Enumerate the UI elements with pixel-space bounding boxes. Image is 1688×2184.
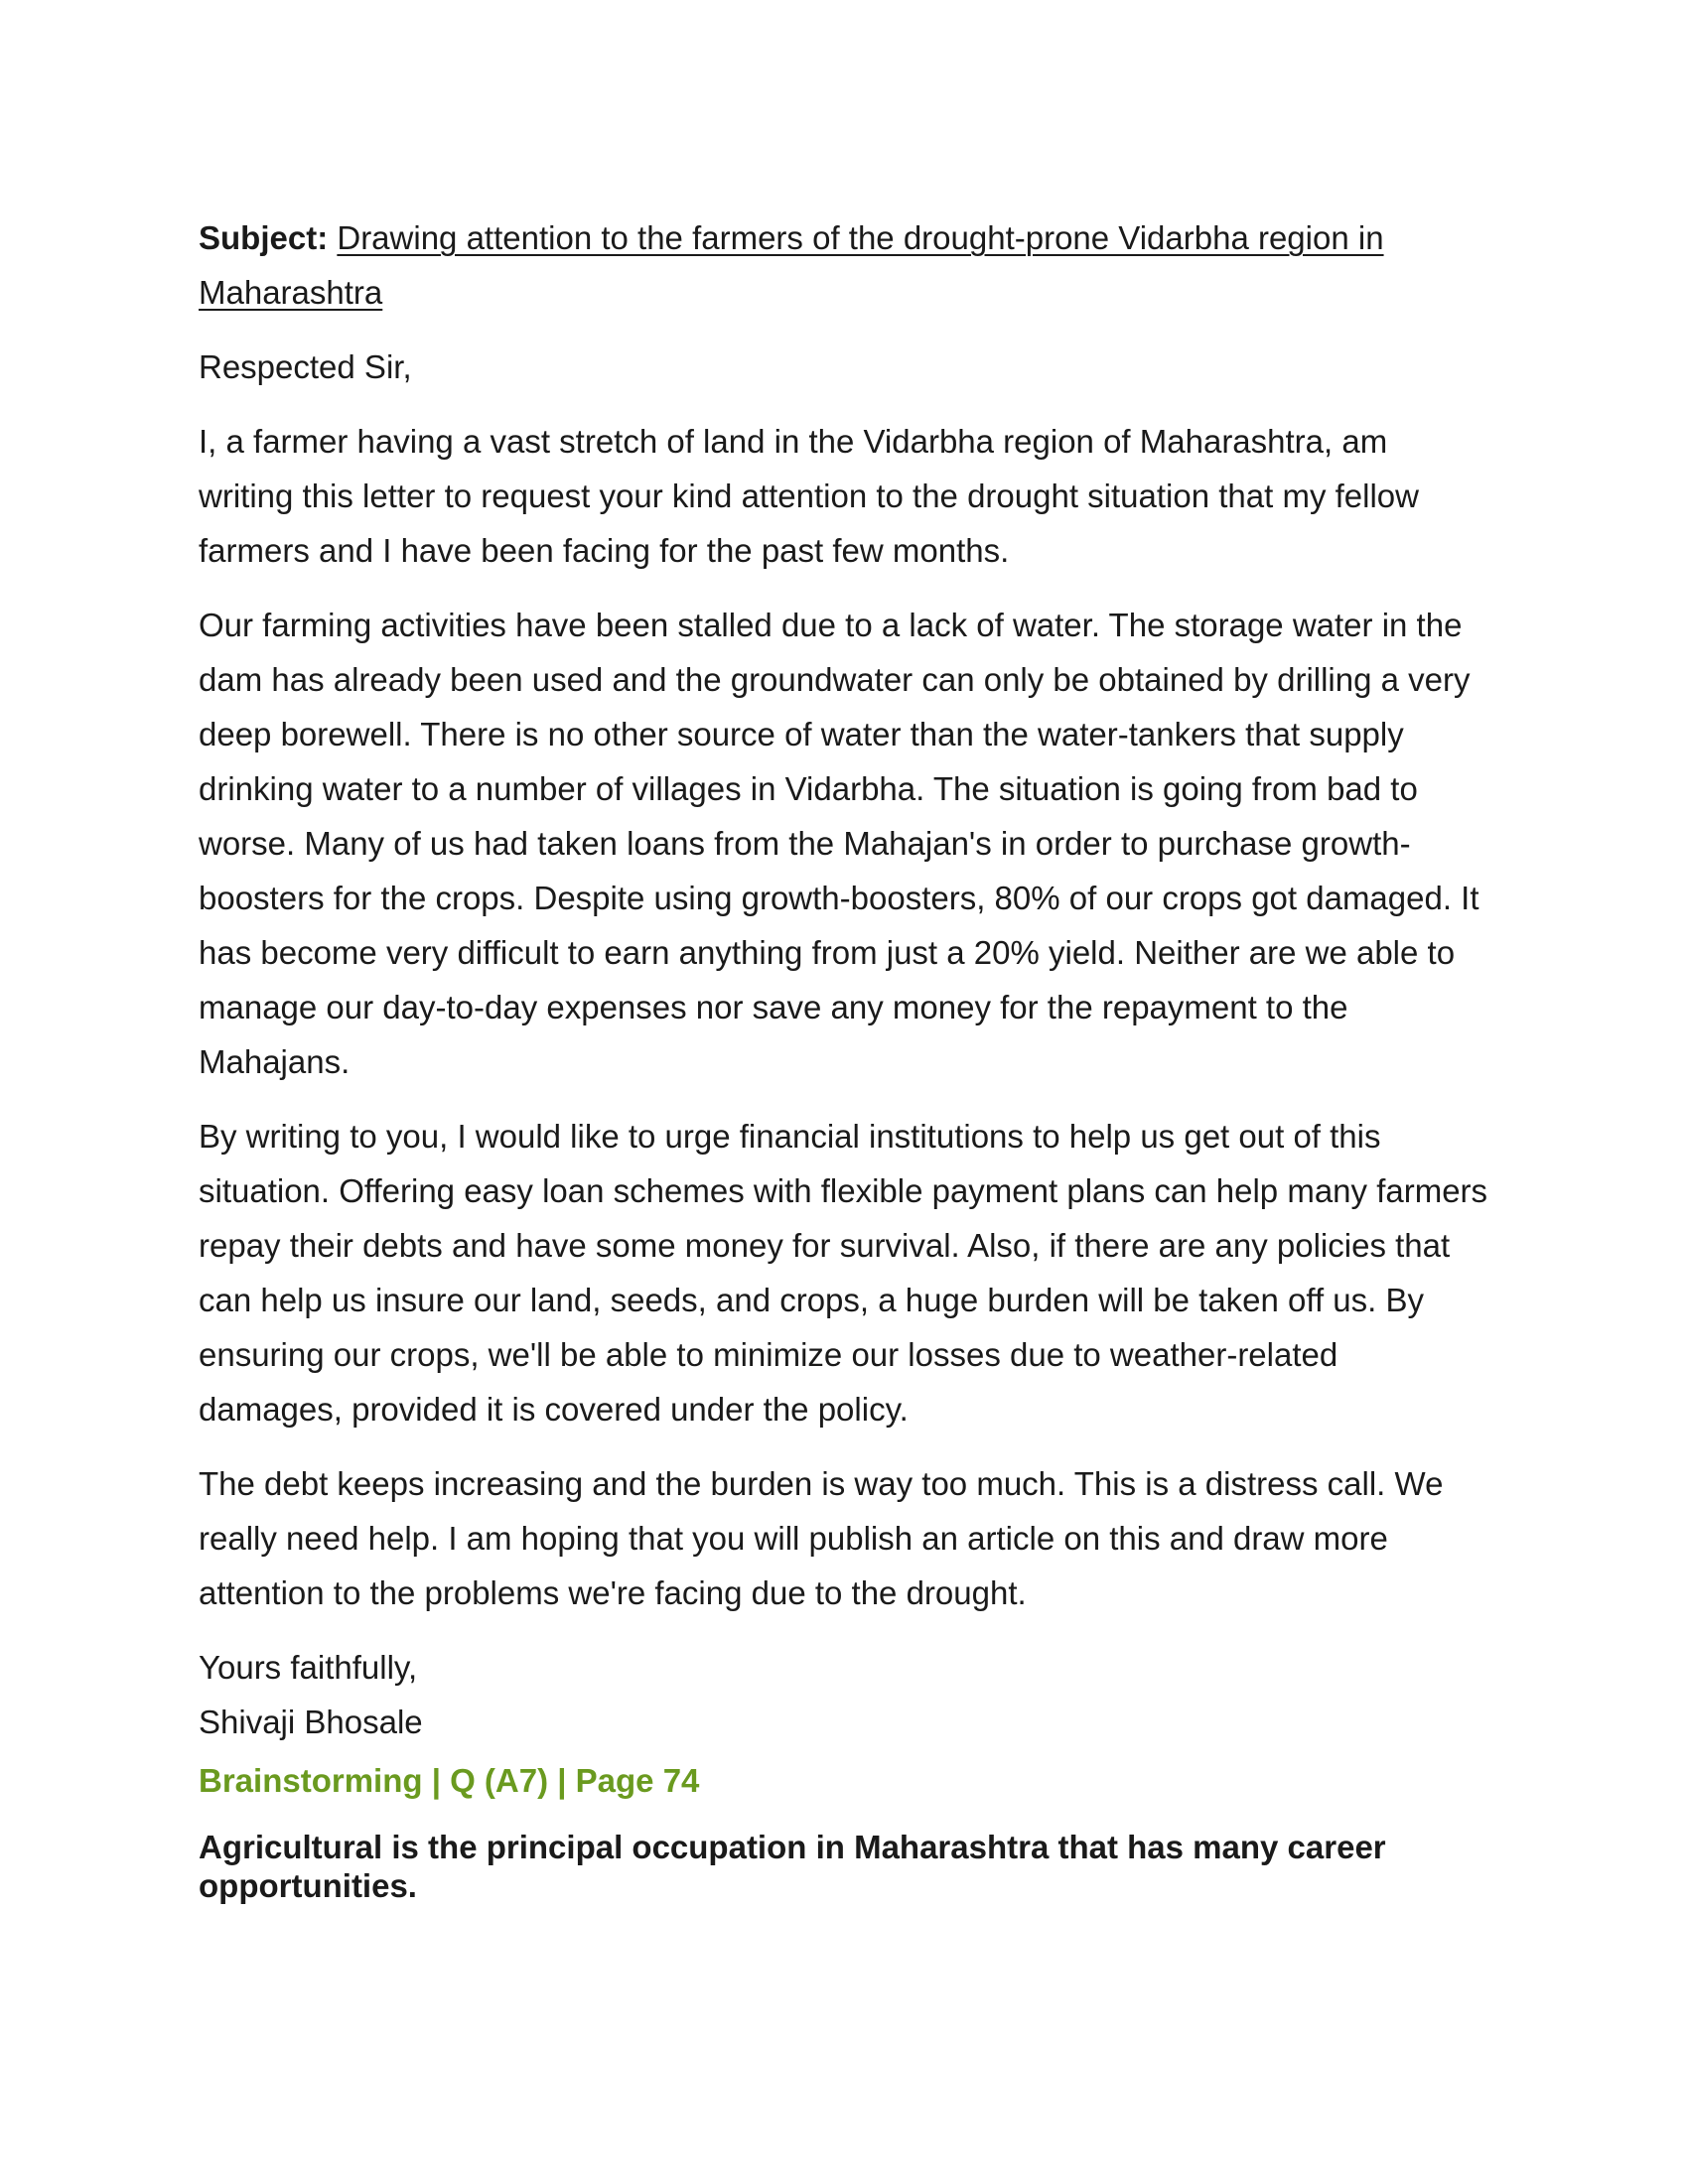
subject-text: Drawing attention to the farmers of the drought-prone Vidarbha region in Maharashtra: [199, 219, 1384, 311]
letter-paragraph-4: The debt keeps increasing and the burden is way too much. This is a distress call. We really need help. I am hoping that you will publish an article on this and draw more attention to the problems we're facing due to the drought.: [199, 1465, 1444, 1611]
closing: Yours faithfully,: [199, 1649, 418, 1686]
letter-paragraph-1: I, a farmer having a vast stretch of land in the Vidarbha region of Maharashtra, am writing this letter to request your kind attention to the drought situation that my fellow farmers and I have been facing for the past few months.: [199, 423, 1419, 569]
subject-line: [199, 210, 1489, 320]
letter-paragraph-2: Our farming activities have been stalled due to a lack of water. The storage water in the dam has already been used and the groundwater can only be obtained by drilling a very deep borewell. There is no other source of water than the water-tankers that supply drinking water to a number of villages in Vidarbha. The situation is going from bad to worse. Many of us had taken loans from the Mahajan's in order to purchase growth-boosters for the crops. Despite using growth-boosters, 80% of our crops got damaged. It has become very difficult to earn anything from just a 20% yield. Neither are we able to manage our day-to-day expenses nor save any money for the repayment to the Mahajans.: [199, 607, 1479, 1080]
document-page: [199, 210, 1489, 1905]
subject-label: Subject:: [199, 219, 329, 256]
section-heading: Brainstorming | Q (A7) | Page 74: [199, 1762, 700, 1799]
signature: Shivaji Bhosale: [199, 1704, 423, 1740]
salutation: Respected Sir,: [199, 348, 412, 385]
letter-paragraph-3: By writing to you, I would like to urge financial institutions to help us get out of this situation. Offering easy loan schemes with flexible payment plans can help many farmers repay their debts and have some money for survival. Also, if there are any policies that can help us insure our land, seeds, and crops, a huge burden will be taken off us. By ensuring our crops, we'll be able to minimize our losses due to weather-related damages, provided it is covered under the policy.: [199, 1118, 1488, 1428]
question-text: Agricultural is the principal occupation in Maharashtra that has many career opportunities.: [199, 1829, 1386, 1904]
